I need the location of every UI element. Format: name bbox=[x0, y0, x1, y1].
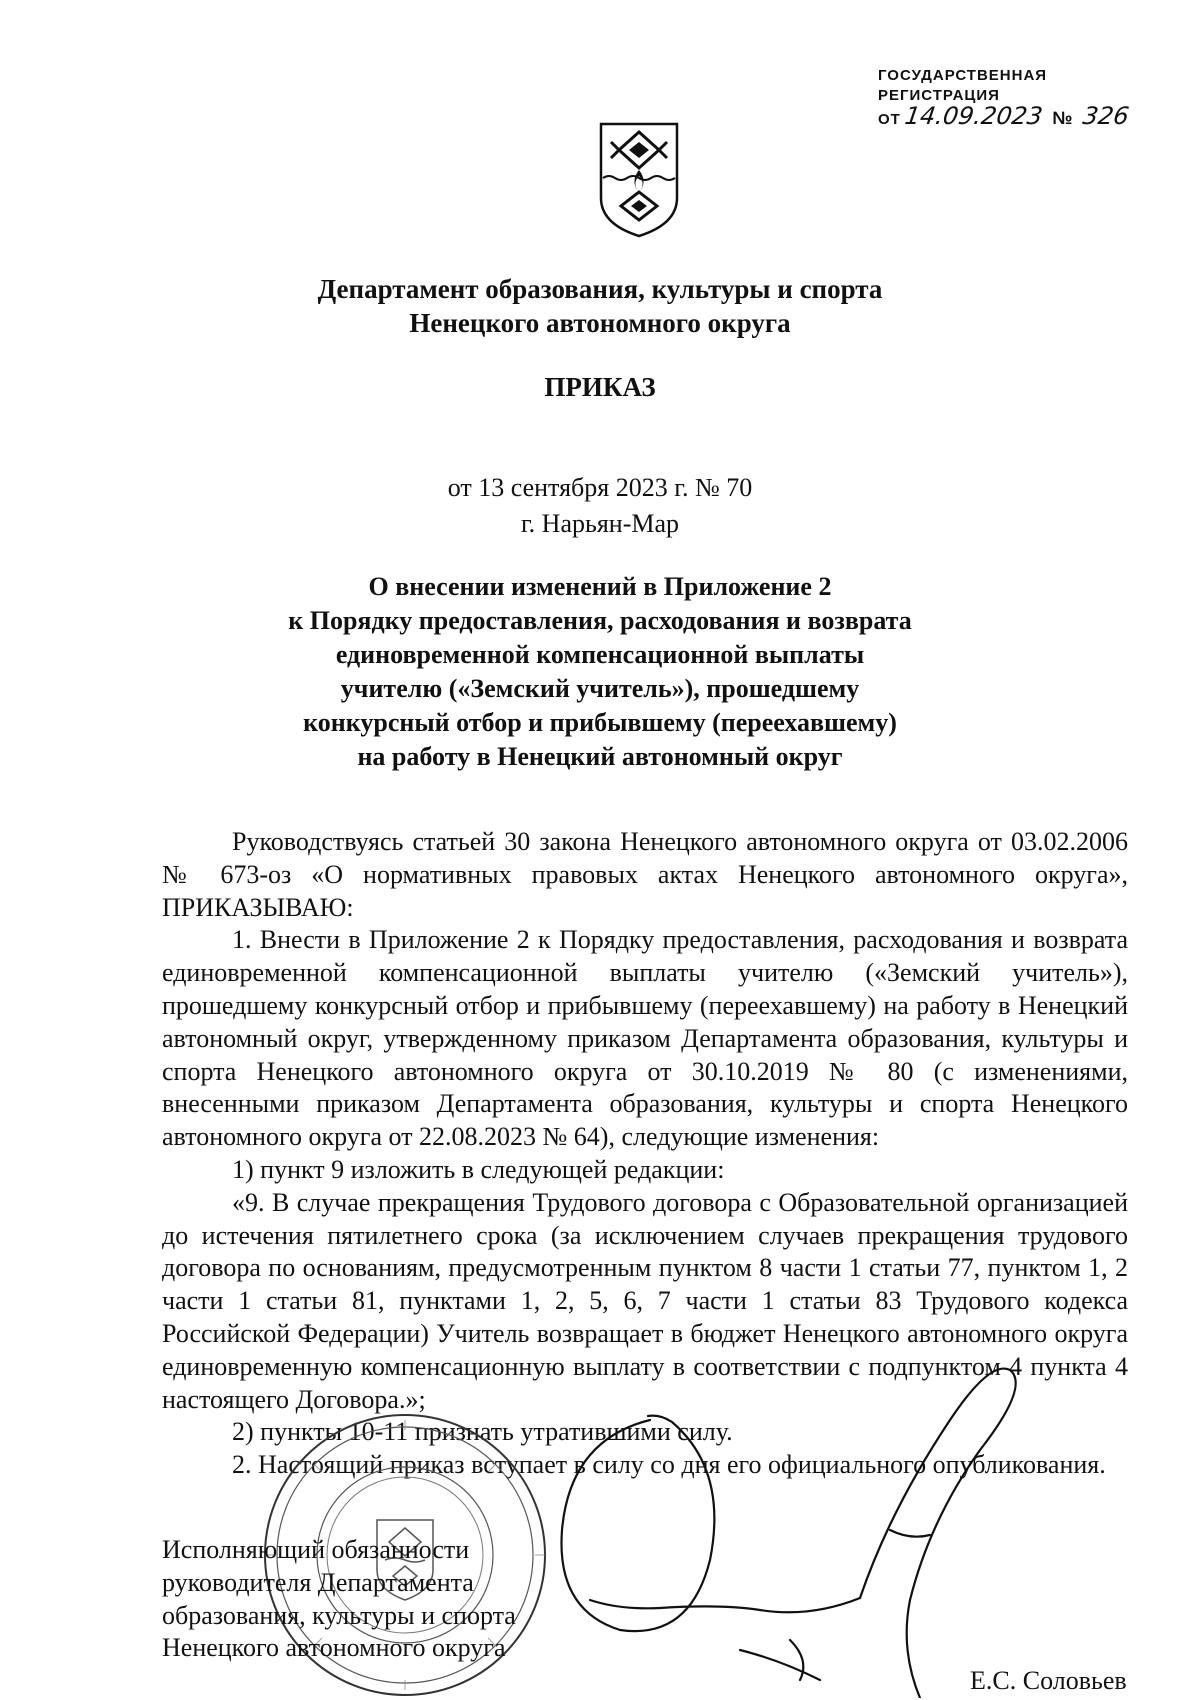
order-date: от 13 сентября 2023 г. № 70 bbox=[447, 473, 753, 502]
registration-line1: ГОСУДАРСТВЕННАЯ bbox=[878, 67, 1048, 84]
position-line1: Исполняющий обязанности bbox=[162, 1535, 470, 1564]
order-subject bbox=[180, 570, 1020, 774]
subject-line2: к Порядку предоставления, расходования и возврата bbox=[288, 606, 912, 635]
signatory-position bbox=[162, 1534, 722, 1665]
signatory-name: Е.С. Соловьев bbox=[970, 1666, 1127, 1695]
preamble-paragraph: Руководствуясь статьей 30 закона Ненецкого автономного округа от 03.02.2006 № 673-оз «О нормативных правовых актах Ненецкого автономного округа», ПРИКАЗЫВАЮ: bbox=[162, 827, 1128, 922]
item-1-paragraph: 1. Внести в Приложение 2 к Порядку предоставления, расходования и возврата единовременной компенсационной выплаты учителю («Земский учитель»), прошедшему конкурсный отбор и прибывшему (переехавшему) на работу в Ненецкий автономный округ, утвержденному приказом Департамента образования, культуры и спорта Ненецкого автономного округа от 30.10.2019 № 80 (с изменениями, внесенными приказом Департамента образования, культуры и спорта Ненецкого автономного округа от 22.08.2023 № 64), следующие изменения: bbox=[162, 925, 1128, 1152]
quoted-paragraph: «9. В случае прекращения Трудового договора с Образовательной организацией до истечения пятилетнего срока (за исключением случаев прекращения трудового договора по основаниям, предусмотренным пунктом 8 части 1 статьи 77, пунктом 1, 2 части 1 статьи 81, пунктами 1, 2, 5, 6, 7 части 1 статьи 83 Трудового кодекса Российской Федерации) Учитель возвращает в бюджет Ненецкого автономного округа единовременную компенсационную выплату в соответствии с подпунктом 4 пункта 4 настоящего Договора.»; bbox=[162, 1187, 1128, 1414]
registration-prefix: ОТ bbox=[878, 111, 901, 128]
department-line2: Ненецкого автономного округа bbox=[409, 308, 791, 338]
item-1-2-paragraph: 2) пункты 10-11 признать утратившими силу. bbox=[232, 1417, 733, 1447]
subject-line6: на работу в Ненецкий автономный округ bbox=[357, 742, 843, 771]
position-line3: образования, культуры и спорта bbox=[162, 1600, 516, 1630]
registration-line2: РЕГИСТРАЦИЯ bbox=[878, 87, 1000, 104]
item-1-1-paragraph: 1) пункт 9 изложить в следующей редакции: bbox=[232, 1154, 725, 1184]
order-date-block bbox=[180, 470, 1020, 542]
registration-stamp bbox=[878, 66, 1178, 130]
order-city: г. Нарьян-Мар bbox=[520, 509, 680, 538]
registration-date: 14.09.2023 bbox=[902, 102, 1045, 130]
subject-line1: О внесении изменений в Приложение 2 bbox=[368, 572, 832, 601]
subject-line3: единовременной компенсационной выплаты bbox=[335, 640, 865, 669]
document-type: ПРИКАЗ bbox=[544, 372, 656, 402]
registration-number-sign: № bbox=[1052, 108, 1074, 128]
department-line1: Департамент образования, культуры и спорта bbox=[317, 274, 883, 304]
position-line4: Ненецкого автономного округа bbox=[162, 1633, 506, 1663]
position-line2: руководителя Департамента bbox=[162, 1567, 474, 1597]
item-2-paragraph: 2. Настоящий приказ вступает в силу со дня его официального опубликования. bbox=[232, 1450, 1106, 1480]
registration-number: 326 bbox=[1081, 102, 1132, 130]
subject-line5: конкурсный отбор и прибывшему (переехавшему) bbox=[303, 708, 897, 737]
department-title bbox=[180, 272, 1020, 340]
registration-line3 bbox=[878, 102, 1178, 130]
subject-line4: учителю («Земский учитель»), прошедшему bbox=[340, 674, 860, 703]
coat-of-arms-icon bbox=[597, 120, 681, 240]
